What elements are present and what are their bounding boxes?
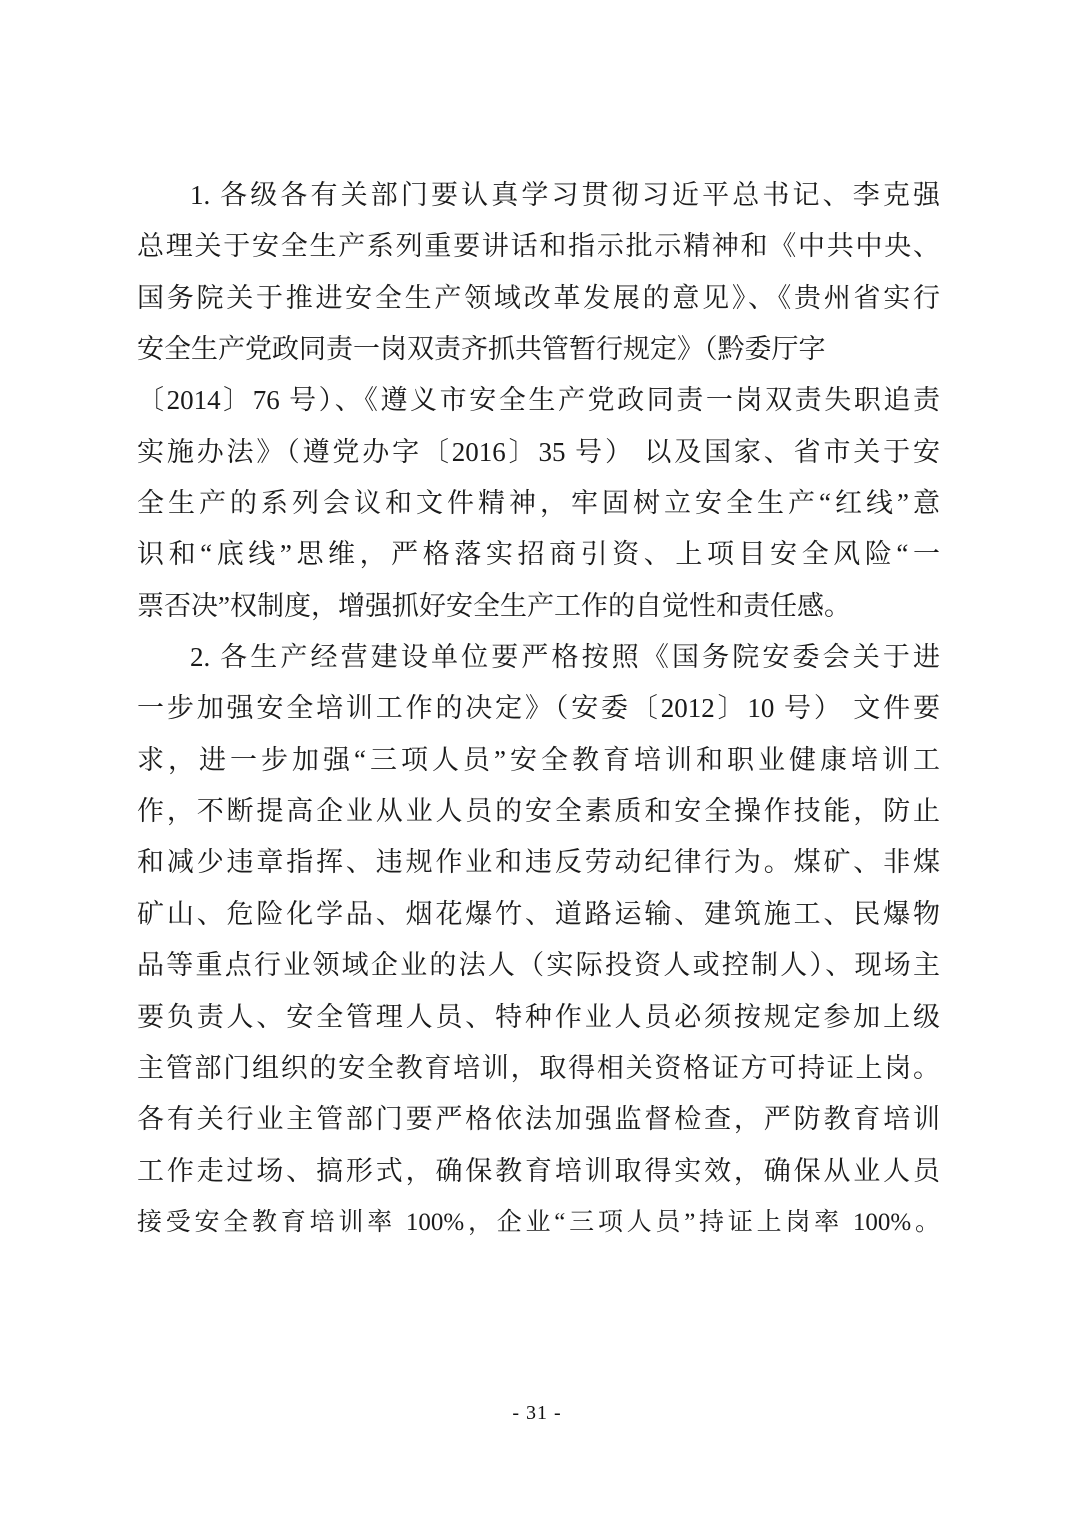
- text-line: 一步加强安全培训工作的决定》（安委〔2012〕10 号） 文件要: [137, 693, 940, 724]
- text-line: 总理关于安全生产系列重要讲话和指示批示精神和《中共中央、: [137, 231, 940, 262]
- text-line: 要负责人、安全管理人员、特种作业人员必须按规定参加上级: [137, 1001, 940, 1032]
- text-line: 作，不断提高企业从业人员的安全素质和安全操作技能，防止: [137, 796, 940, 827]
- text-line: 和减少违章指挥、违规作业和违反劳动纪律行为。煤矿、非煤: [137, 847, 940, 878]
- text-line: 工作走过场、搞形式，确保教育培训取得实效，确保从业人员: [137, 1155, 940, 1186]
- text-line: 矿山、危险化学品、烟花爆竹、道路运输、建筑施工、民爆物: [137, 898, 940, 929]
- text-line: 接受安全教育培训率 100%，企业“三项人员”持证上岗率 100%。: [137, 1208, 940, 1236]
- text-line: 主管部门组织的安全教育培训，取得相关资格证方可持证上岗。: [137, 1052, 940, 1083]
- text-line: 票否决”权制度，增强抓好安全生产工作的自觉性和责任感。: [137, 590, 851, 621]
- text-line: 全生产的系列会议和文件精神，牢固树立安全生产“红线”意: [137, 488, 940, 519]
- text-line: 1. 各级各有关部门要认真学习贯彻习近平总书记、李克强: [190, 180, 940, 210]
- text-line: 求，进一步加强“三项人员”安全教育培训和职业健康培训工: [137, 744, 940, 775]
- text-line: 2. 各生产经营建设单位要严格按照《国务院安委会关于进: [190, 642, 940, 673]
- page-number: - 31 -: [512, 1402, 562, 1424]
- paragraph-2: [137, 632, 940, 1248]
- text-line: 识和“底线”思维，严格落实招商引资、上项目安全风险“一: [137, 539, 940, 570]
- document-body: [137, 170, 940, 1248]
- text-line: 〔2014〕76 号）、《遵义市安全生产党政同责一岗双责失职追责: [137, 385, 940, 416]
- text-line: 安全生产党政同责一岗双责齐抓共管暂行规定》（黔委厅字: [137, 334, 826, 365]
- text-line: 国务院关于推进安全生产领域改革发展的意见》、《贵州省实行: [137, 282, 940, 313]
- text-line: 品等重点行业领域企业的法人（实际投资人或控制人）、现场主: [137, 950, 940, 981]
- text-line: 实施办法》（遵党办字〔2016〕35 号） 以及国家、省市关于安: [137, 436, 940, 467]
- paragraph-1: [137, 170, 940, 632]
- text-line: 各有关行业主管部门要严格依法加强监督检查，严防教育培训: [137, 1104, 940, 1135]
